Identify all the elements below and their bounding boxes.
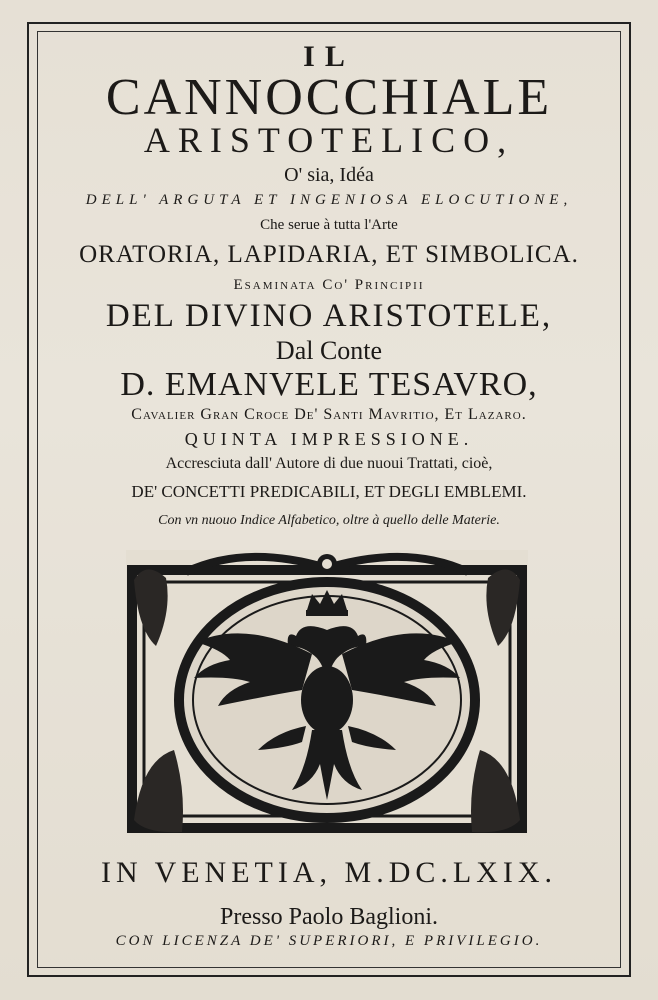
treatises: DE' CONCETTI PREDICABILI, ET DEGLI EMBLEMI. — [131, 482, 527, 501]
printer-device-woodcut — [126, 550, 528, 836]
edition-note: Accresciuta dall' Autore di due nuoui Trattati, cioè, — [165, 455, 493, 472]
subtitle-elocution: DELL' ARGUTA ET INGENIOSA ELOCUTIONE, — [85, 192, 573, 208]
author-title: Cavalier Gran Croce De' Santi Mavritio, Et Lazaro. — [131, 406, 527, 423]
subtitle-serves: Che serue à tutta l'Arte — [260, 217, 398, 233]
subtitle-arts: ORATORIA, LAPIDARIA, ET SIMBOLICA. — [79, 241, 579, 268]
imprint-printer: Presso Paolo Baglioni. — [219, 904, 438, 930]
index-note: Con vn nuouo Indice Alfabetico, oltre à quello delle Materie. — [158, 513, 500, 528]
subtitle-idea: O' sia, Idéa — [284, 164, 374, 186]
title-sub: ARISTOTELICO, — [143, 120, 515, 160]
author-prefix: Dal Conte — [275, 336, 383, 365]
imprint-place-date: IN VENETIA, M.DC.LXIX. — [100, 856, 558, 889]
subtitle-aristotle: DEL DIVINO ARISTOTELE, — [105, 298, 553, 334]
subtitle-examined: Esaminata Co' Principii — [233, 277, 425, 293]
edition: QUINTA IMPRESSIONE. — [184, 429, 474, 449]
imprint-license: CON LICENZA DE' SUPERIORI, E PRIVILEGIO. — [115, 933, 543, 949]
author-name: D. EMANVELE TESAVRO, — [120, 366, 538, 403]
title-article: IL — [303, 40, 355, 73]
title-main: CANNOCCHIALE — [105, 69, 553, 126]
